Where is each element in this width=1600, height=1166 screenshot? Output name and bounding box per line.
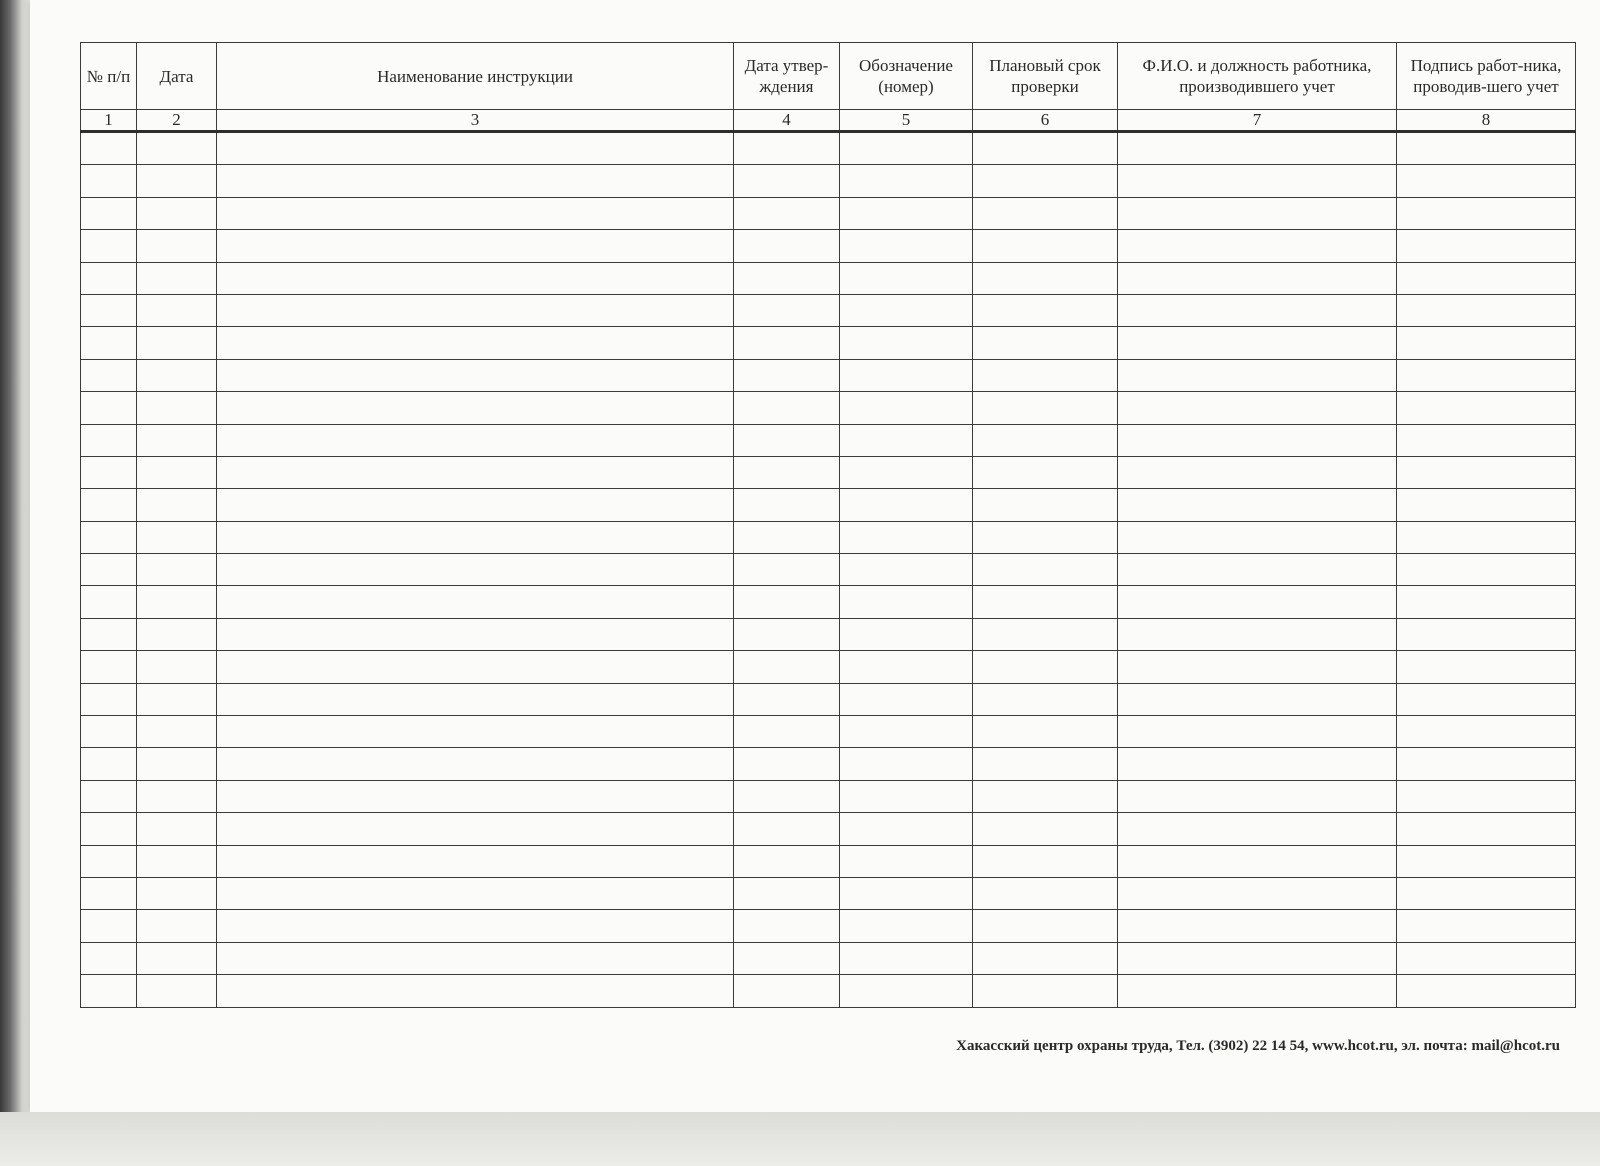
table-cell[interactable] bbox=[81, 877, 137, 909]
table-cell[interactable] bbox=[137, 359, 217, 391]
table-cell[interactable] bbox=[840, 132, 973, 165]
table-row bbox=[81, 489, 1576, 521]
table-cell[interactable] bbox=[81, 132, 137, 165]
table-cell[interactable] bbox=[840, 942, 973, 974]
table-cell[interactable] bbox=[1397, 975, 1576, 1007]
column-number: 6 bbox=[973, 110, 1118, 132]
table-cell[interactable] bbox=[217, 197, 734, 229]
table-cell[interactable] bbox=[973, 975, 1118, 1007]
table-cell[interactable] bbox=[840, 359, 973, 391]
table-cell[interactable] bbox=[973, 392, 1118, 424]
table-cell[interactable] bbox=[973, 230, 1118, 262]
table-cell[interactable] bbox=[1118, 942, 1397, 974]
table-cell[interactable] bbox=[734, 230, 840, 262]
table-cell[interactable] bbox=[734, 262, 840, 294]
table-cell[interactable] bbox=[973, 910, 1118, 942]
table-cell[interactable] bbox=[1118, 813, 1397, 845]
table-cell[interactable] bbox=[734, 942, 840, 974]
table-cell[interactable] bbox=[217, 586, 734, 618]
table-cell[interactable] bbox=[81, 424, 137, 456]
table-cell[interactable] bbox=[1397, 294, 1576, 326]
table-cell[interactable] bbox=[1118, 748, 1397, 780]
table-cell[interactable] bbox=[973, 716, 1118, 748]
table-cell[interactable] bbox=[137, 716, 217, 748]
table-cell[interactable] bbox=[973, 327, 1118, 359]
table-cell[interactable] bbox=[81, 942, 137, 974]
table-cell[interactable] bbox=[137, 942, 217, 974]
table-row bbox=[81, 780, 1576, 812]
table-cell[interactable] bbox=[217, 975, 734, 1007]
table-cell[interactable] bbox=[734, 359, 840, 391]
table-cell[interactable] bbox=[137, 975, 217, 1007]
table-row bbox=[81, 618, 1576, 650]
table-cell[interactable] bbox=[217, 910, 734, 942]
table-cell[interactable] bbox=[1397, 683, 1576, 715]
table-cell[interactable] bbox=[1118, 651, 1397, 683]
table-cell[interactable] bbox=[137, 230, 217, 262]
table-cell[interactable] bbox=[1118, 877, 1397, 909]
table-cell[interactable] bbox=[1397, 618, 1576, 650]
table-cell[interactable] bbox=[1118, 780, 1397, 812]
table-cell[interactable] bbox=[217, 651, 734, 683]
table-cell[interactable] bbox=[137, 845, 217, 877]
table-cell[interactable] bbox=[973, 780, 1118, 812]
table-cell[interactable] bbox=[1118, 618, 1397, 650]
table-cell[interactable] bbox=[840, 456, 973, 488]
table-cell[interactable] bbox=[1397, 780, 1576, 812]
table-row bbox=[81, 910, 1576, 942]
table-cell[interactable] bbox=[81, 748, 137, 780]
table-cell[interactable] bbox=[1118, 132, 1397, 165]
table-cell[interactable] bbox=[973, 197, 1118, 229]
table-cell[interactable] bbox=[81, 165, 137, 197]
table-cell[interactable] bbox=[217, 942, 734, 974]
table-cell[interactable] bbox=[734, 489, 840, 521]
table-row bbox=[81, 294, 1576, 326]
table-cell[interactable] bbox=[217, 294, 734, 326]
table-cell[interactable] bbox=[81, 910, 137, 942]
table-cell[interactable] bbox=[81, 262, 137, 294]
table-cell[interactable] bbox=[81, 813, 137, 845]
table-cell[interactable] bbox=[1118, 910, 1397, 942]
table-cell[interactable] bbox=[81, 327, 137, 359]
table-cell[interactable] bbox=[137, 456, 217, 488]
table-row bbox=[81, 327, 1576, 359]
table-cell[interactable] bbox=[840, 230, 973, 262]
table-cell[interactable] bbox=[217, 813, 734, 845]
table-cell[interactable] bbox=[1397, 910, 1576, 942]
table-cell[interactable] bbox=[973, 554, 1118, 586]
table-cell[interactable] bbox=[840, 716, 973, 748]
table-cell[interactable] bbox=[1397, 197, 1576, 229]
table-cell[interactable] bbox=[734, 683, 840, 715]
table-cell[interactable] bbox=[137, 392, 217, 424]
table-cell[interactable] bbox=[137, 165, 217, 197]
table-cell[interactable] bbox=[734, 651, 840, 683]
header-signature: Подпись работ-ника, проводив-шего учет bbox=[1397, 43, 1576, 110]
scan-bottom-margin bbox=[0, 1112, 1600, 1166]
table-cell[interactable] bbox=[217, 554, 734, 586]
table-cell[interactable] bbox=[1118, 554, 1397, 586]
table-cell[interactable] bbox=[81, 489, 137, 521]
column-number: 3 bbox=[217, 110, 734, 132]
publisher-footer: Хакасский центр охраны труда, Тел. (3902) 22 14 54, www.hcot.ru, эл. почта: mail@hcot.ru bbox=[956, 1038, 1560, 1054]
table-cell[interactable] bbox=[217, 456, 734, 488]
table-cell[interactable] bbox=[973, 165, 1118, 197]
column-number: 8 bbox=[1397, 110, 1576, 132]
table-cell[interactable] bbox=[137, 877, 217, 909]
table-cell[interactable] bbox=[137, 132, 217, 165]
table-cell[interactable] bbox=[1397, 230, 1576, 262]
table-cell[interactable] bbox=[217, 780, 734, 812]
table-cell[interactable] bbox=[81, 618, 137, 650]
table-cell[interactable] bbox=[840, 586, 973, 618]
table-cell[interactable] bbox=[81, 521, 137, 553]
table-cell[interactable] bbox=[973, 651, 1118, 683]
table-row bbox=[81, 813, 1576, 845]
table-cell[interactable] bbox=[137, 651, 217, 683]
table-row bbox=[81, 942, 1576, 974]
table-cell[interactable] bbox=[734, 424, 840, 456]
table-cell[interactable] bbox=[81, 197, 137, 229]
table-row bbox=[81, 748, 1576, 780]
table-row bbox=[81, 716, 1576, 748]
table-cell[interactable] bbox=[137, 910, 217, 942]
table-cell[interactable] bbox=[217, 165, 734, 197]
table-cell[interactable] bbox=[1397, 165, 1576, 197]
table-cell[interactable] bbox=[1118, 489, 1397, 521]
table-row bbox=[81, 651, 1576, 683]
table-cell[interactable] bbox=[137, 813, 217, 845]
table-cell[interactable] bbox=[1397, 586, 1576, 618]
table-cell[interactable] bbox=[1118, 975, 1397, 1007]
table-cell[interactable] bbox=[734, 165, 840, 197]
table-cell[interactable] bbox=[734, 456, 840, 488]
table-cell[interactable] bbox=[734, 975, 840, 1007]
table-cell[interactable] bbox=[217, 716, 734, 748]
table-cell[interactable] bbox=[840, 521, 973, 553]
table-cell[interactable] bbox=[217, 392, 734, 424]
table-cell[interactable] bbox=[840, 424, 973, 456]
table-cell[interactable] bbox=[1397, 716, 1576, 748]
table-header-row bbox=[81, 43, 1576, 110]
table-row bbox=[81, 132, 1576, 165]
table-cell[interactable] bbox=[840, 748, 973, 780]
table-cell[interactable] bbox=[81, 586, 137, 618]
table-cell[interactable] bbox=[734, 845, 840, 877]
table-cell[interactable] bbox=[137, 489, 217, 521]
table-cell[interactable] bbox=[734, 618, 840, 650]
table-cell[interactable] bbox=[840, 683, 973, 715]
table-cell[interactable] bbox=[973, 942, 1118, 974]
table-cell[interactable] bbox=[840, 165, 973, 197]
table-cell[interactable] bbox=[734, 813, 840, 845]
table-cell[interactable] bbox=[1397, 845, 1576, 877]
column-number: 7 bbox=[1118, 110, 1397, 132]
table-cell[interactable] bbox=[1118, 327, 1397, 359]
table-cell[interactable] bbox=[1397, 327, 1576, 359]
table-cell[interactable] bbox=[1397, 554, 1576, 586]
table-cell[interactable] bbox=[840, 327, 973, 359]
table-cell[interactable] bbox=[81, 780, 137, 812]
table-cell[interactable] bbox=[734, 910, 840, 942]
table-cell[interactable] bbox=[840, 489, 973, 521]
table-cell[interactable] bbox=[1397, 392, 1576, 424]
table-cell[interactable] bbox=[137, 554, 217, 586]
table-cell[interactable] bbox=[840, 877, 973, 909]
table-cell[interactable] bbox=[840, 780, 973, 812]
table-row bbox=[81, 554, 1576, 586]
table-cell[interactable] bbox=[973, 813, 1118, 845]
table-row bbox=[81, 877, 1576, 909]
table-cell[interactable] bbox=[840, 262, 973, 294]
table-cell[interactable] bbox=[1118, 716, 1397, 748]
table-cell[interactable] bbox=[217, 327, 734, 359]
table-cell[interactable] bbox=[734, 327, 840, 359]
table-cell[interactable] bbox=[1118, 262, 1397, 294]
column-number: 2 bbox=[137, 110, 217, 132]
table-cell[interactable] bbox=[1397, 456, 1576, 488]
table-cell[interactable] bbox=[1397, 651, 1576, 683]
table-cell[interactable] bbox=[81, 230, 137, 262]
instruction-register-table bbox=[80, 42, 1576, 1008]
table-cell[interactable] bbox=[840, 294, 973, 326]
table-cell[interactable] bbox=[137, 197, 217, 229]
table-cell[interactable] bbox=[734, 392, 840, 424]
table-cell[interactable] bbox=[137, 294, 217, 326]
table-cell[interactable] bbox=[217, 618, 734, 650]
table-cell[interactable] bbox=[1118, 456, 1397, 488]
table-cell[interactable] bbox=[840, 651, 973, 683]
table-cell[interactable] bbox=[973, 424, 1118, 456]
table-cell[interactable] bbox=[734, 132, 840, 165]
table-cell[interactable] bbox=[81, 359, 137, 391]
table-cell[interactable] bbox=[1397, 132, 1576, 165]
table-cell[interactable] bbox=[840, 618, 973, 650]
table-row bbox=[81, 521, 1576, 553]
table-cell[interactable] bbox=[137, 327, 217, 359]
table-cell[interactable] bbox=[734, 521, 840, 553]
table-cell[interactable] bbox=[1397, 942, 1576, 974]
table-row bbox=[81, 262, 1576, 294]
table-row bbox=[81, 683, 1576, 715]
table-cell[interactable] bbox=[734, 716, 840, 748]
table-cell[interactable] bbox=[1397, 748, 1576, 780]
table-cell[interactable] bbox=[137, 618, 217, 650]
table-row bbox=[81, 975, 1576, 1007]
table-row bbox=[81, 165, 1576, 197]
table-cell[interactable] bbox=[840, 845, 973, 877]
table-row bbox=[81, 359, 1576, 391]
table-cell[interactable] bbox=[137, 262, 217, 294]
header-review-deadline: Плановый срок проверки bbox=[973, 43, 1118, 110]
table-cell[interactable] bbox=[734, 294, 840, 326]
table-cell[interactable] bbox=[973, 521, 1118, 553]
table-row bbox=[81, 586, 1576, 618]
table-row bbox=[81, 197, 1576, 229]
table-row bbox=[81, 456, 1576, 488]
table-cell[interactable] bbox=[217, 845, 734, 877]
column-number: 1 bbox=[81, 110, 137, 132]
table-cell[interactable] bbox=[81, 456, 137, 488]
table-body bbox=[81, 132, 1576, 1008]
table-cell[interactable] bbox=[1118, 683, 1397, 715]
table-cell[interactable] bbox=[217, 877, 734, 909]
table-cell[interactable] bbox=[1397, 877, 1576, 909]
table-cell[interactable] bbox=[734, 197, 840, 229]
table-cell[interactable] bbox=[81, 294, 137, 326]
table-cell[interactable] bbox=[81, 975, 137, 1007]
column-number: 4 bbox=[734, 110, 840, 132]
table-cell[interactable] bbox=[734, 877, 840, 909]
table-cell[interactable] bbox=[1397, 262, 1576, 294]
header-designation: Обозначение (номер) bbox=[840, 43, 973, 110]
table-cell[interactable] bbox=[1397, 521, 1576, 553]
header-employee-name-position: Ф.И.О. и должность работника, производившего учет bbox=[1118, 43, 1397, 110]
table-cell[interactable] bbox=[973, 586, 1118, 618]
table-cell[interactable] bbox=[217, 359, 734, 391]
table-cell[interactable] bbox=[217, 424, 734, 456]
column-number: 5 bbox=[840, 110, 973, 132]
table-cell[interactable] bbox=[973, 845, 1118, 877]
table-cell[interactable] bbox=[1118, 165, 1397, 197]
table-cell[interactable] bbox=[81, 716, 137, 748]
table-row bbox=[81, 845, 1576, 877]
table-cell[interactable] bbox=[137, 748, 217, 780]
table-cell[interactable] bbox=[217, 521, 734, 553]
table-cell[interactable] bbox=[1118, 424, 1397, 456]
table-cell[interactable] bbox=[1118, 230, 1397, 262]
table-cell[interactable] bbox=[840, 910, 973, 942]
table-cell[interactable] bbox=[973, 618, 1118, 650]
table-cell[interactable] bbox=[81, 845, 137, 877]
header-number: № п/п bbox=[81, 43, 137, 110]
table-cell[interactable] bbox=[1118, 392, 1397, 424]
table-cell[interactable] bbox=[137, 424, 217, 456]
table-cell[interactable] bbox=[840, 392, 973, 424]
table-cell[interactable] bbox=[217, 683, 734, 715]
table-cell[interactable] bbox=[840, 813, 973, 845]
table-cell[interactable] bbox=[973, 748, 1118, 780]
column-number-row bbox=[81, 110, 1576, 132]
table-cell[interactable] bbox=[137, 780, 217, 812]
table-cell[interactable] bbox=[137, 586, 217, 618]
table-cell[interactable] bbox=[217, 262, 734, 294]
table-cell[interactable] bbox=[217, 748, 734, 780]
header-approval-date: Дата утвер-ждения bbox=[734, 43, 840, 110]
table-cell[interactable] bbox=[973, 877, 1118, 909]
table-cell[interactable] bbox=[217, 489, 734, 521]
table-row bbox=[81, 424, 1576, 456]
table-cell[interactable] bbox=[81, 554, 137, 586]
table-cell[interactable] bbox=[1118, 845, 1397, 877]
table-cell[interactable] bbox=[973, 262, 1118, 294]
table-cell[interactable] bbox=[81, 392, 137, 424]
table-cell[interactable] bbox=[973, 456, 1118, 488]
table-cell[interactable] bbox=[734, 586, 840, 618]
table-cell[interactable] bbox=[81, 651, 137, 683]
table-cell[interactable] bbox=[1118, 586, 1397, 618]
table-cell[interactable] bbox=[81, 683, 137, 715]
table-cell[interactable] bbox=[1118, 197, 1397, 229]
table-cell[interactable] bbox=[1118, 521, 1397, 553]
table-cell[interactable] bbox=[1397, 359, 1576, 391]
header-date: Дата bbox=[137, 43, 217, 110]
table-cell[interactable] bbox=[1397, 424, 1576, 456]
table-cell[interactable] bbox=[973, 683, 1118, 715]
table-cell[interactable] bbox=[1397, 489, 1576, 521]
table-cell[interactable] bbox=[1118, 359, 1397, 391]
table-cell[interactable] bbox=[734, 748, 840, 780]
table-cell[interactable] bbox=[734, 780, 840, 812]
table-cell[interactable] bbox=[1118, 294, 1397, 326]
table-cell[interactable] bbox=[973, 359, 1118, 391]
table-cell[interactable] bbox=[973, 489, 1118, 521]
table-cell[interactable] bbox=[1397, 813, 1576, 845]
table-cell[interactable] bbox=[840, 975, 973, 1007]
table-row bbox=[81, 392, 1576, 424]
table-cell[interactable] bbox=[734, 554, 840, 586]
table-cell[interactable] bbox=[217, 230, 734, 262]
table-cell[interactable] bbox=[840, 554, 973, 586]
table-cell[interactable] bbox=[217, 132, 734, 165]
table-cell[interactable] bbox=[973, 294, 1118, 326]
table-cell[interactable] bbox=[137, 683, 217, 715]
table-cell[interactable] bbox=[973, 132, 1118, 165]
table-row bbox=[81, 230, 1576, 262]
header-instruction-name: Наименование инструкции bbox=[217, 43, 734, 110]
table-cell[interactable] bbox=[137, 521, 217, 553]
table-cell[interactable] bbox=[840, 197, 973, 229]
